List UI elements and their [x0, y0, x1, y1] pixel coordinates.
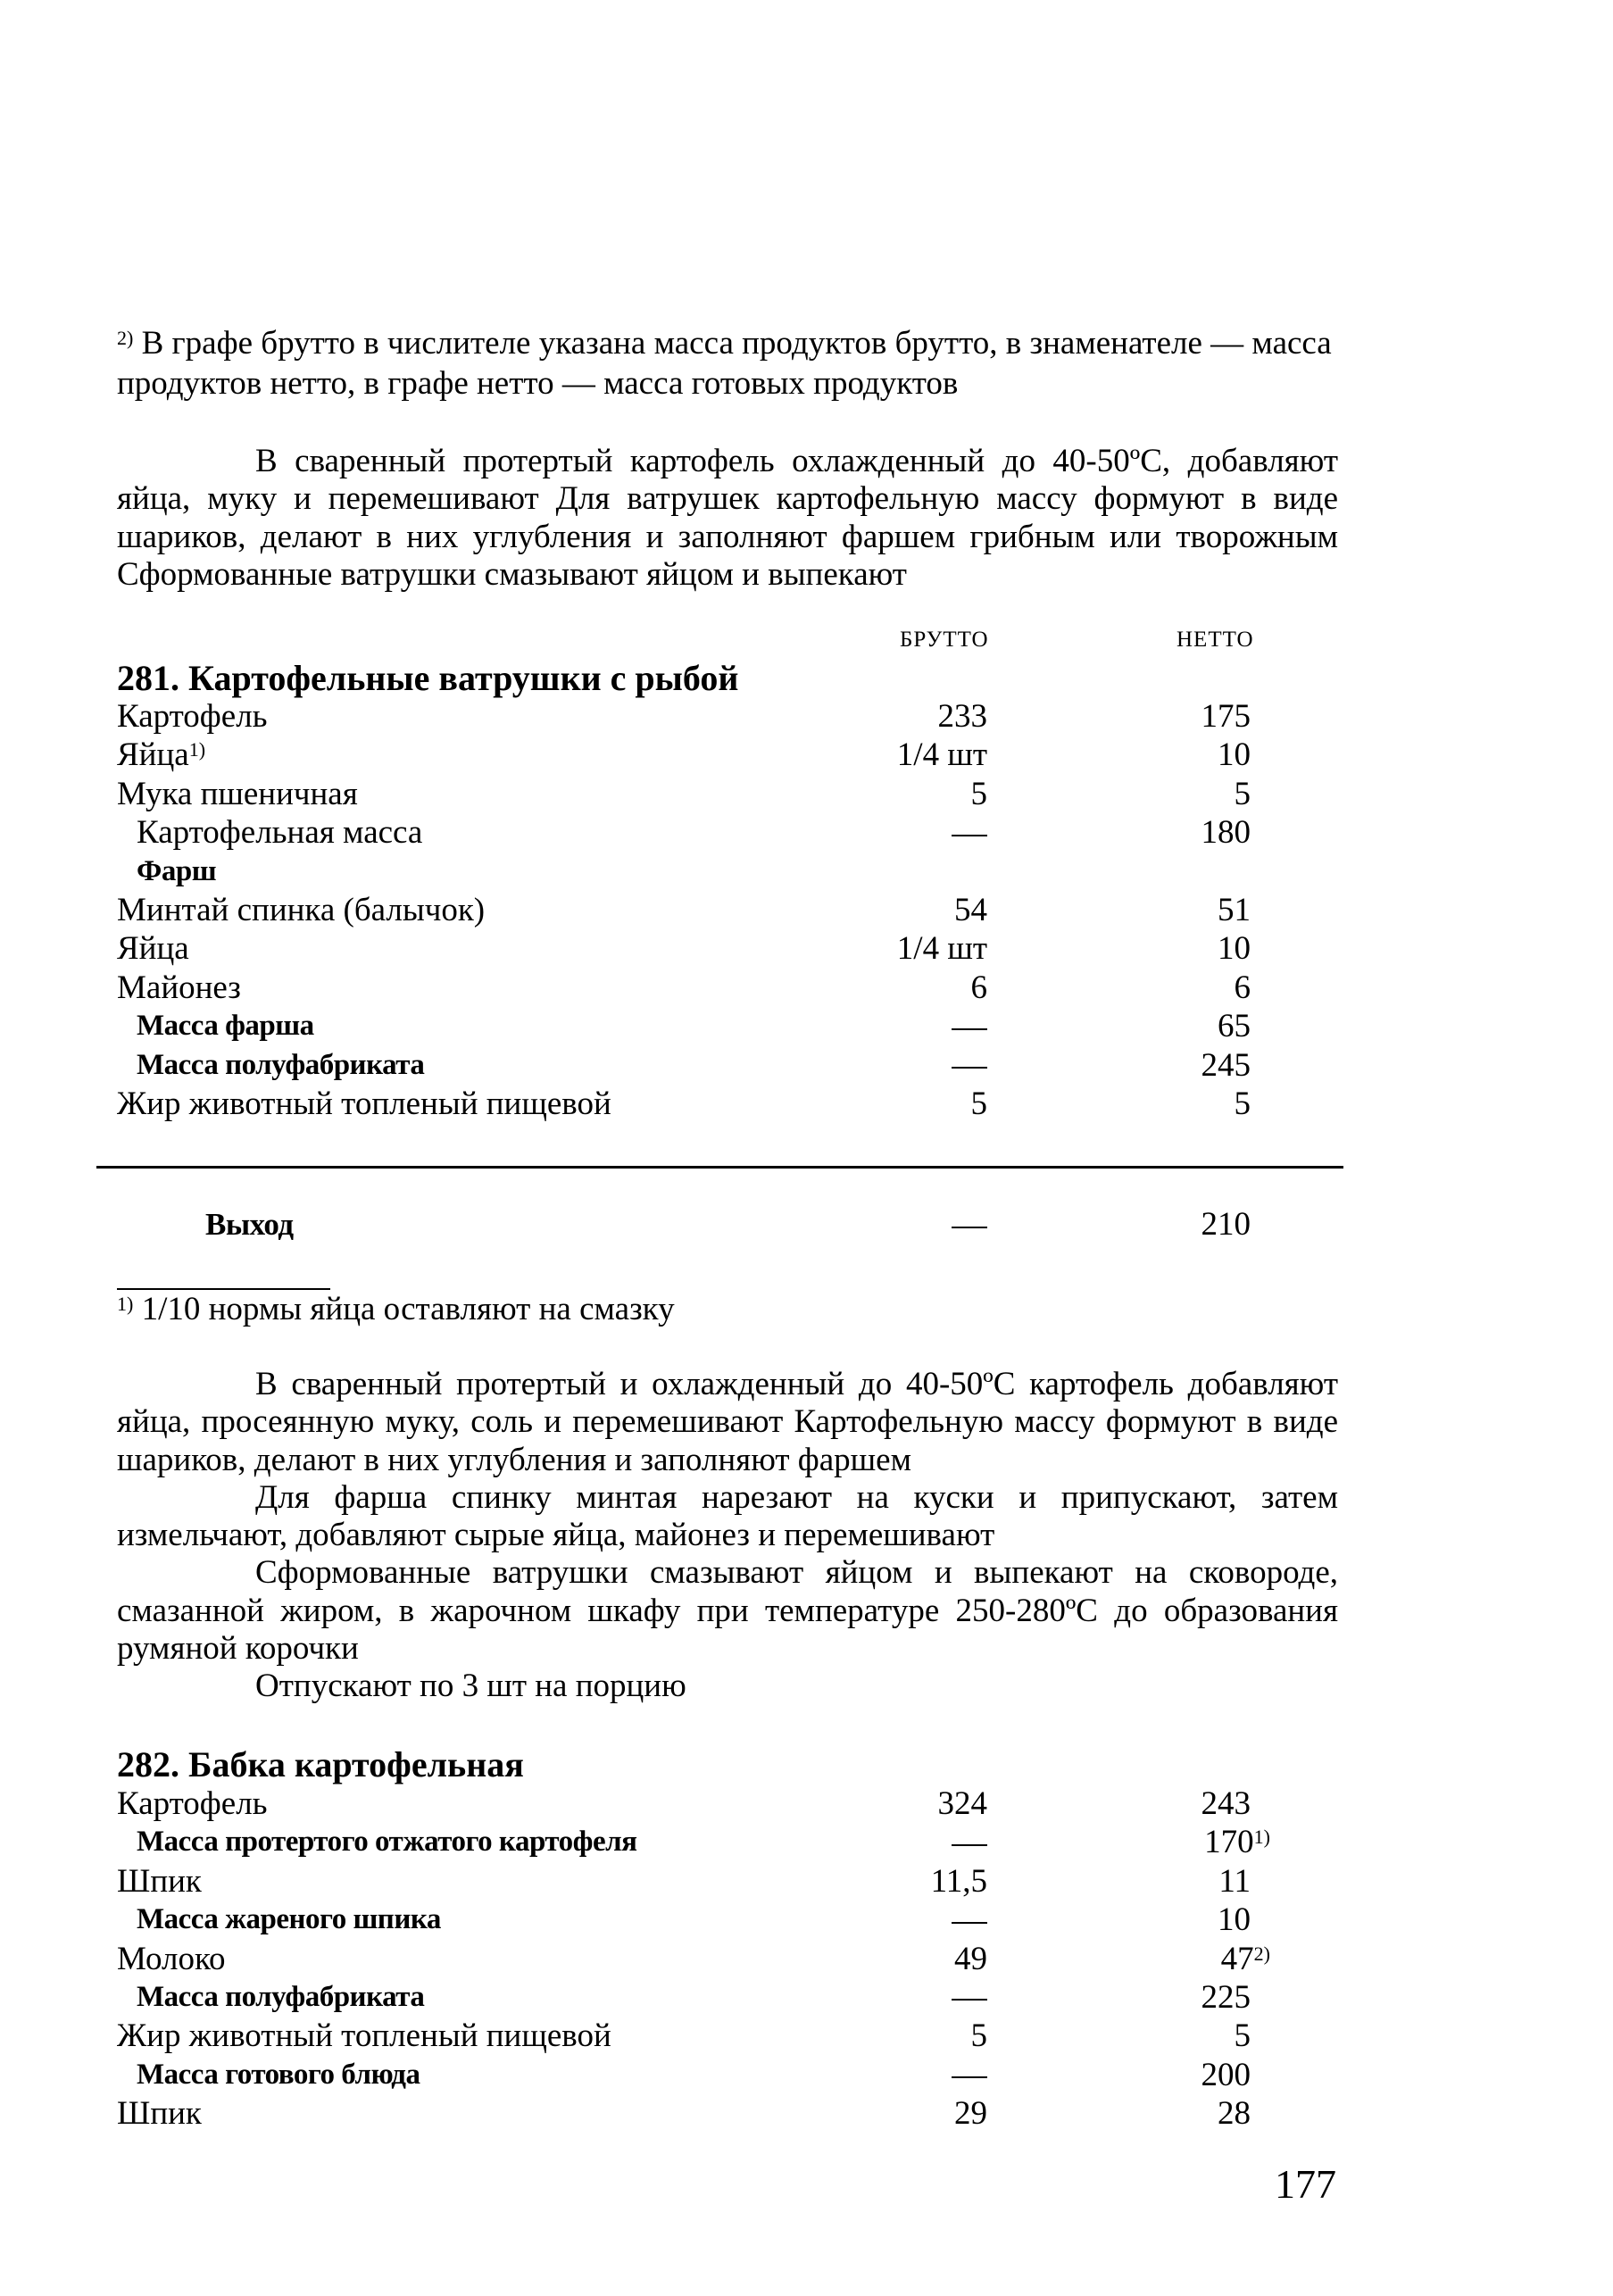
ingredient-name — [137, 1007, 314, 1045]
ingredient-name — [137, 2056, 420, 2094]
table-row — [117, 1940, 1270, 1978]
footnote-ref: 2) — [1253, 1942, 1270, 1965]
brutto-value: 5 — [970, 2017, 987, 2055]
ingredient-name-text: Картофельная масса — [137, 814, 423, 852]
ingredient-name-text: Молоко — [117, 1940, 226, 1977]
netto-value — [1235, 969, 1251, 1007]
brutto-value: 1/4 шт — [896, 930, 987, 968]
table-row — [117, 1784, 1251, 1823]
netto-value — [1201, 1784, 1251, 1823]
paragraph-text: В сваренный протертый и охлажденный до 40-50ºС картофель добавляют яйца, просеянную муку, соль и перемешивают Картофельную массу формуют в виде шариков, делают в них углубления и заполняют фаршем — [117, 1366, 1338, 1478]
netto-value-text: 11 — [1218, 1862, 1251, 1900]
table-row — [117, 2056, 1251, 2094]
netto-value — [1218, 1862, 1251, 1901]
yield-brutto — [952, 1205, 987, 1244]
brutto-value: 54 — [954, 891, 987, 928]
ingredient-name-text: Яйца — [117, 736, 189, 774]
recipe-282-table — [117, 1784, 1270, 2134]
table-row — [117, 1007, 1251, 1045]
ingredient-name — [117, 1784, 268, 1823]
netto-value — [1218, 891, 1251, 929]
table-row — [117, 1978, 1251, 2017]
ingredient-name-text: Картофель — [117, 1785, 268, 1822]
ingredient-name-text: Картофель — [117, 698, 268, 735]
brutto-value: 11,5 — [930, 1862, 987, 1900]
table-row — [117, 1901, 1251, 1939]
recipe-281-title: 281. Картофельные ватрушки с рыбой — [117, 658, 739, 698]
ingredient-name-text: Масса полуфабриката — [137, 1980, 425, 2013]
yield-netto: 210 — [1201, 1206, 1251, 1243]
ingredient-name — [117, 697, 268, 736]
recipe-282-title: 282. Бабка картофельная — [117, 1744, 524, 1784]
ingredient-name-text: Мука пшеничная — [117, 775, 358, 812]
ingredient-name — [117, 2017, 611, 2055]
ingredient-name — [137, 813, 422, 852]
netto-value — [1235, 2017, 1251, 2055]
brutto-value — [952, 1978, 987, 2017]
ingredient-name — [137, 1823, 636, 1861]
paragraph-1 — [117, 443, 1338, 594]
table-row — [117, 929, 1251, 968]
ingredient-name-text: Майонез — [117, 969, 241, 1006]
netto-value-text: 10 — [1218, 930, 1251, 968]
brutto-value — [952, 2056, 987, 2094]
ingredient-name-text: Минтай спинка (балычок) — [117, 891, 486, 928]
footnote-ref: 1) — [188, 738, 206, 761]
yield-row — [117, 1205, 1251, 1244]
brutto-value: 5 — [970, 775, 987, 812]
ingredient-name-text: Фарш — [137, 854, 217, 887]
recipe-281-table — [117, 697, 1251, 1123]
ingredient-name — [137, 853, 216, 891]
ingredient-name — [137, 1978, 424, 2017]
paragraph-text: Для фарша спинку минтая нарезают на куски и припускают, затем измельчают, добавляют сырые яйца, майонез и перемешивают — [117, 1478, 1338, 1554]
netto-value-text: 10 — [1218, 736, 1251, 774]
netto-value-text: 200 — [1201, 2056, 1251, 2093]
table-row — [117, 2017, 1251, 2055]
paragraph-2 — [117, 1366, 1338, 1706]
netto-value — [1201, 813, 1251, 852]
netto-value — [1201, 2056, 1251, 2094]
netto-value — [1201, 1046, 1251, 1085]
netto-value-text: 5 — [1234, 2017, 1251, 2055]
netto-value-text: 65 — [1218, 1008, 1251, 1045]
ingredient-name — [117, 929, 189, 968]
footnote-text: В графе брутто в числителе указана масса продуктов брутто, в знаменателе — масса продуктов нетто, в графе нетто — масса готовых продуктов — [117, 325, 1332, 402]
netto-value — [1235, 775, 1251, 813]
ingredient-name — [117, 969, 241, 1007]
netto-value-text: 243 — [1201, 1785, 1251, 1822]
table-row — [117, 969, 1251, 1007]
paragraph-text: Отпускают по 3 шт на порцию — [255, 1668, 686, 1705]
page-number: 177 — [1275, 2161, 1336, 2207]
netto-value-text: 51 — [1218, 891, 1251, 928]
netto-value-text: 170 — [1204, 1824, 1254, 1861]
brutto-value — [952, 1046, 987, 1085]
netto-value-text: 5 — [1234, 775, 1251, 812]
netto-value — [1221, 1940, 1270, 1978]
ingredient-name-text: Масса жареного шпика — [137, 1903, 441, 1936]
table-row — [117, 1046, 1251, 1085]
table-row — [117, 736, 1251, 774]
ingredient-name — [117, 1862, 202, 1901]
footnote-text: 1/10 нормы яйца оставляют на смазку — [141, 1291, 675, 1327]
ingredient-name-text: Жир животный топленый пищевой — [117, 1085, 611, 1122]
ingredient-name-text: Жир животный топленый пищевой — [117, 2017, 611, 2055]
table-row — [117, 697, 1251, 736]
brutto-value: 1/4 шт — [896, 736, 987, 774]
brutto-value: 49 — [954, 1940, 987, 1977]
ingredient-name-text: Шпик — [117, 2095, 202, 2133]
ingredient-name-text: Яйца — [117, 930, 189, 968]
netto-value — [1218, 1007, 1251, 1045]
brutto-value — [952, 1823, 987, 1861]
ingredient-name — [117, 736, 205, 774]
brutto-value: 29 — [954, 2095, 987, 2133]
netto-value — [1204, 1823, 1270, 1861]
brutto-value: 5 — [970, 1085, 987, 1122]
top-footnote — [117, 323, 1338, 403]
table-row — [117, 891, 1251, 929]
netto-value-text: 10 — [1218, 1901, 1251, 1939]
brutto-value — [952, 1901, 987, 1939]
netto-value — [1218, 929, 1251, 968]
table-row — [117, 813, 1251, 852]
brutto-value — [952, 813, 987, 852]
ingredient-name — [117, 1940, 226, 1978]
yield-label: Выход — [205, 1207, 294, 1242]
table-row — [117, 2094, 1251, 2133]
table-row — [117, 775, 1251, 813]
netto-value-text: 6 — [1234, 969, 1251, 1006]
netto-value-text: 245 — [1201, 1046, 1251, 1084]
netto-value-text: 175 — [1201, 698, 1251, 735]
column-header-brutto: БРУТТО — [900, 628, 989, 652]
ingredient-name-text: Масса готового блюда — [137, 2058, 420, 2091]
paragraph-text: В сваренный протертый картофель охлажденный до 40-50ºС, добавляют яйца, муку и перемешивают Для ватрушек картофельную массу формуют в виде шариков, делают в них углубления и заполняют фаршем грибным или творожным Сформованные ватрушки смазывают яйцом и выпекают — [117, 443, 1338, 593]
ingredient-name-text: Масса полуфабриката — [137, 1048, 425, 1081]
netto-value-text: 5 — [1234, 1085, 1251, 1122]
table-row — [117, 1823, 1270, 1861]
table-row — [117, 1085, 1251, 1123]
netto-value — [1218, 736, 1251, 774]
ingredient-name — [117, 2094, 202, 2133]
table-divider — [96, 1166, 1343, 1169]
footnote-ref: 1) — [1253, 1826, 1270, 1849]
column-header-netto: НЕТТО — [1176, 628, 1254, 652]
netto-value-text: 180 — [1201, 814, 1251, 852]
netto-value — [1201, 697, 1251, 736]
netto-value-text: 225 — [1201, 1978, 1251, 2016]
ingredient-name-text: Масса протертого отжатого картофеля — [137, 1826, 637, 1859]
recipe-281-footnote — [117, 1289, 1338, 1329]
ingredient-name — [117, 775, 358, 813]
ingredient-name-text: Масса фарша — [137, 1010, 314, 1043]
table-row — [117, 1862, 1251, 1901]
footnote-mark: 2) — [117, 327, 134, 349]
table-row — [117, 853, 1251, 891]
brutto-value: 6 — [970, 969, 987, 1006]
ingredient-name — [137, 1046, 424, 1085]
netto-value-text: 47 — [1220, 1940, 1254, 1977]
footnote-mark: 1) — [117, 1293, 134, 1315]
netto-value — [1218, 1901, 1251, 1939]
netto-value — [1201, 1978, 1251, 2017]
ingredient-name — [117, 891, 485, 929]
netto-value — [1235, 1085, 1251, 1123]
ingredient-name — [137, 1901, 441, 1939]
ingredient-name-text: Шпик — [117, 1862, 202, 1900]
brutto-value: 324 — [937, 1785, 987, 1822]
netto-value-text: 28 — [1218, 2095, 1251, 2133]
netto-value — [1218, 2094, 1251, 2133]
ingredient-name — [117, 1085, 611, 1123]
brutto-value — [952, 1007, 987, 1045]
paragraph-text: Сформованные ватрушки смазывают яйцом и выпекают на сковороде, смазанной жиром, в жарочном шкафу при температуре 250-280ºС до образования румяной корочки — [117, 1554, 1338, 1668]
brutto-value: 233 — [937, 698, 987, 735]
